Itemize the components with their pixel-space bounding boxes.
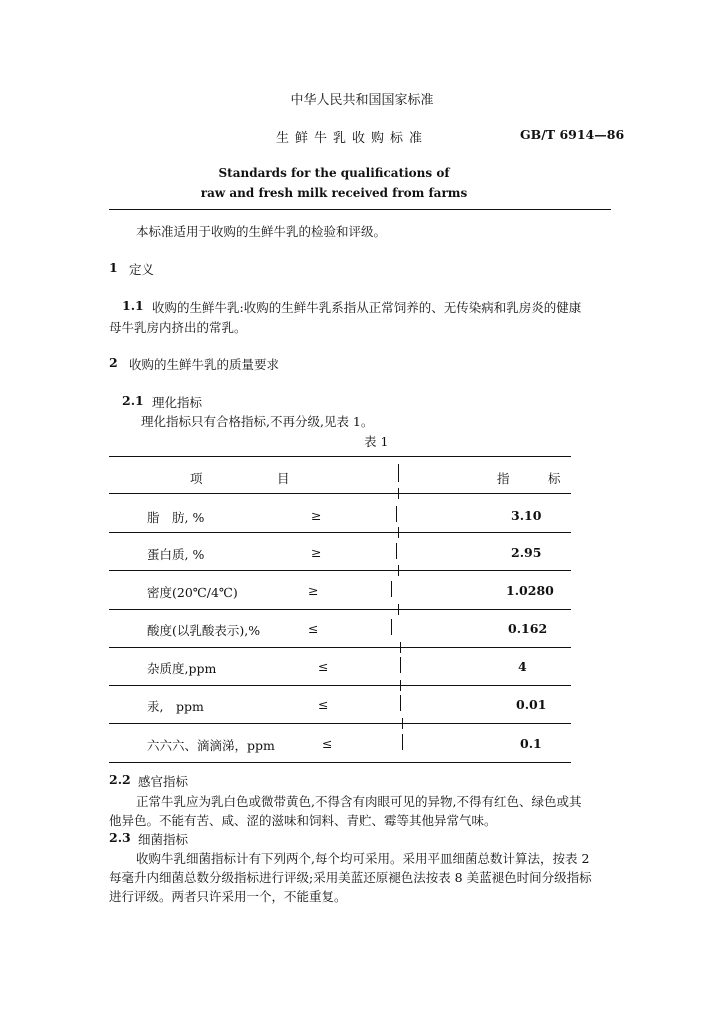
table-row-2-value: 2.95 xyxy=(511,545,542,560)
section2-3-number: 2.3 xyxy=(109,830,131,845)
section1-number: 1 xyxy=(109,260,118,275)
section2-2-heading: 感官指标 xyxy=(138,774,189,789)
table-top-rule xyxy=(109,456,571,457)
table-row-3-symbol: ≥ xyxy=(308,583,319,598)
table-row-7-name: 六六六、滴滴涕，ppm xyxy=(147,738,275,753)
table-cross-mark xyxy=(400,680,401,691)
table-row-2-symbol: ≥ xyxy=(311,545,322,560)
table-bottom-rule xyxy=(109,762,571,763)
table-row-7-separator xyxy=(402,734,403,750)
standard-title-en-line2: raw and fresh milk received from farms xyxy=(200,186,468,200)
table-cross-mark xyxy=(402,718,403,729)
section1-1-line1: 收购的生鲜牛乳:收购的生鲜牛乳系指从正常饲养的、无传染病和乳房炎的健康 xyxy=(152,300,582,315)
section2-1-text: 理化指标只有合格指标,不再分级,见表 1。 xyxy=(141,414,374,429)
table-row-6-symbol: ≤ xyxy=(318,697,329,712)
section2-3-line3: 进行评级。两者只许采用一个，不能重复。 xyxy=(109,889,347,904)
table-row-4-separator xyxy=(391,619,392,635)
table-row-2-name: 蛋白质, % xyxy=(147,547,205,562)
section1-heading: 定义 xyxy=(129,262,155,277)
table-row-4-name: 酸度(以乳酸表示),% xyxy=(147,623,261,638)
table-cross-mark xyxy=(398,604,399,615)
section2-2-line2: 他异色。不能有苦、咸、涩的滋味和饲料、青贮、霉等其他异常气味。 xyxy=(109,813,497,828)
table-row-3-name: 密度(20℃/4℃) xyxy=(147,585,238,600)
table-header-rule xyxy=(109,493,571,494)
table-row-6-rule xyxy=(109,723,571,724)
table-row-7-value: 0.1 xyxy=(520,736,542,751)
table-row-1-rule xyxy=(109,532,571,533)
table-row-5-rule xyxy=(109,685,571,686)
table-row-5-value: 4 xyxy=(518,659,527,674)
table-row-3-rule xyxy=(109,609,571,610)
section2-2-number: 2.2 xyxy=(109,772,131,787)
table-header-item-1: 项 xyxy=(190,471,203,486)
table-cross-mark xyxy=(400,642,401,653)
table-cross-mark xyxy=(398,527,399,538)
section2-1-number: 2.1 xyxy=(122,393,144,408)
section2-3-heading: 细菌指标 xyxy=(138,832,189,847)
standard-title-en-line1: Standards for the qualifications of xyxy=(218,166,450,180)
table-row-4-symbol: ≤ xyxy=(308,621,319,636)
table-row-5-symbol: ≤ xyxy=(318,659,329,674)
table-row-3-separator xyxy=(391,581,392,597)
issuing-authority: 中华人民共和国国家标准 xyxy=(290,93,434,108)
table-row-1-separator xyxy=(396,506,397,522)
section2-number: 2 xyxy=(109,355,118,370)
section2-1-heading: 理化指标 xyxy=(152,395,203,410)
standard-title-cn: 生鲜牛乳收购标准 xyxy=(276,131,429,146)
section1-1-line2: 母牛乳房内挤出的常乳。 xyxy=(109,320,247,335)
table-row-6-separator xyxy=(400,695,401,711)
table-row-1-name: 脂 肪, % xyxy=(147,510,205,525)
table-row-2-rule xyxy=(109,570,571,571)
table-header-value-2: 标 xyxy=(548,471,561,486)
section2-2-line1: 正常牛乳应为乳白色或微带黄色,不得含有肉眼可见的异物,不得有红色、绿色或其 xyxy=(136,794,582,809)
table-row-4-value: 0.162 xyxy=(508,621,548,636)
section2-3-line1: 收购牛乳细菌指标计有下列两个,每个均可采用。采用平皿细菌总数计算法，按表 2 xyxy=(136,851,590,866)
table-row-1-symbol: ≥ xyxy=(311,508,322,523)
table-header-value-1: 指 xyxy=(497,471,510,486)
table-row-1-value: 3.10 xyxy=(511,508,542,523)
header-divider xyxy=(109,209,611,210)
table-cross-mark xyxy=(398,488,399,499)
standard-code: GB/T 6914—86 xyxy=(520,127,625,142)
table-cross-mark xyxy=(398,565,399,576)
table-row-5-separator xyxy=(400,657,401,673)
table-row-6-value: 0.01 xyxy=(516,697,547,712)
section1-1-number: 1.1 xyxy=(122,298,144,313)
table-header-separator xyxy=(398,464,399,482)
table-row-6-name: 汞, ppm xyxy=(147,699,204,714)
section2-heading: 收购的生鲜牛乳的质量要求 xyxy=(129,357,280,372)
table-header-item-2: 目 xyxy=(277,471,290,486)
table-row-5-name: 杂质度,ppm xyxy=(147,661,217,676)
section2-3-line2: 每毫升内细菌总数分级指标进行评级;采用美蓝还原褪色法按表 8 美蓝褪色时间分级指标 xyxy=(109,870,592,885)
intro-text: 本标准适用于收购的生鲜牛乳的检验和评级。 xyxy=(136,224,387,239)
table-caption: 表 1 xyxy=(364,434,389,449)
table-row-3-value: 1.0280 xyxy=(506,583,554,598)
table-row-7-symbol: ≤ xyxy=(322,736,333,751)
table-row-4-rule xyxy=(109,647,571,648)
table-row-2-separator xyxy=(396,543,397,559)
